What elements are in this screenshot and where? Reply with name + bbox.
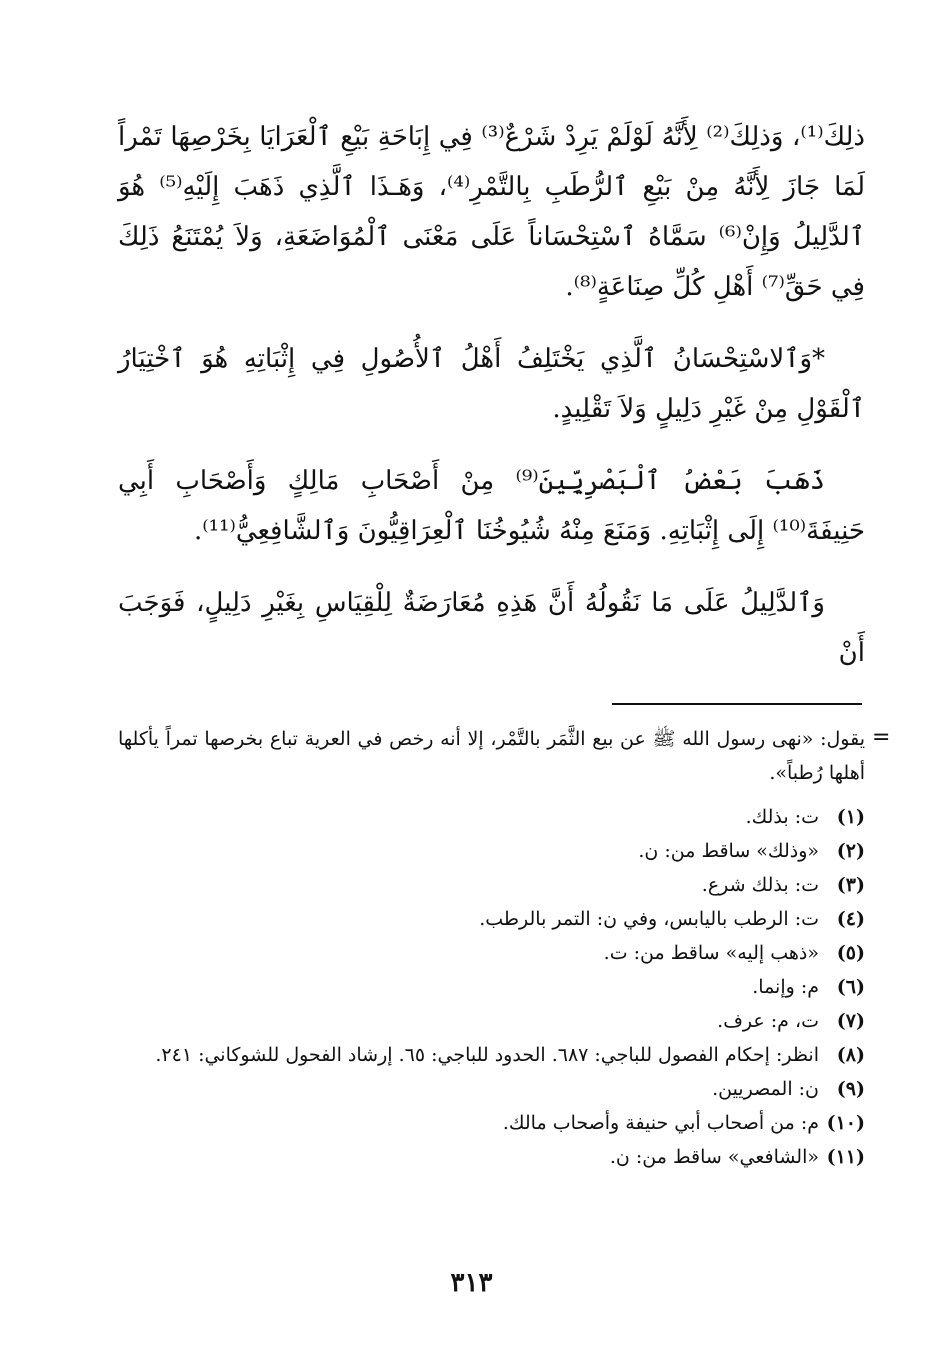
footnote [118, 1072, 865, 1106]
footnote-text: «وذلك» ساقط من: ن. [638, 840, 819, 862]
footnote-text: ت: بذلك. [745, 806, 819, 828]
footnote [118, 902, 865, 936]
footnote-number: (٢) [836, 840, 865, 862]
footnote-text: م: وإنما. [752, 976, 819, 998]
footnote-number: (١) [836, 806, 865, 828]
footnotes [118, 722, 865, 1174]
page-number: ٣١٣ [450, 1268, 493, 1298]
footnote-text: انظر: إحكام الفصول للباجي: ٦٨٧. الحدود للباجي: ٦٥. إرشاد الفحول للشوكاني: ٢٤١. [155, 1044, 819, 1066]
paragraph-3: ذَهَبَ بَعْضُ ٱلْبَصْرِيِّينَ⁽⁹⁾ مِنْ أَصْحَابِ مَالِكٍ وَأَصْحَابِ أَبِي حَنِيفَةَ⁽¹⁰⁾ إِلَى إِثْبَاتِهِ. وَمَنَعَ مِنْهُ شُيُوخُنَا ٱلْعِرَاقِيُّونَ وَٱلشَّافِعِيُّ⁽¹¹⁾. [118, 466, 865, 546]
footnote-separator [612, 703, 862, 705]
footnote [118, 800, 865, 834]
footnote [118, 1038, 865, 1072]
footnote-number: (٤) [836, 908, 865, 930]
footnote-text: ت: بذلك شرع. [701, 874, 819, 896]
footnote-number: (٩) [836, 1078, 865, 1100]
footnote-continuation: يقول: «نهى رسول الله ﷺ عن بيع الثَّمَر بالتَّمْر، إلا أنه رخص في العرية تباع بخرصها تمراً يأكلها أهلها رُطباً». [118, 728, 865, 784]
main-text [118, 112, 865, 700]
footnote [118, 936, 865, 970]
footnote [118, 1106, 865, 1140]
footnote-text: «الشافعي» ساقط من: ن. [609, 1146, 819, 1168]
footnote-text: ت: الرطب باليابس، وفي ن: التمر بالرطب. [479, 908, 819, 930]
footnote-number: (٥) [836, 942, 865, 964]
paragraph-4: وَٱلدَّلِيلُ عَلَى مَا نَقُولُهُ أَنَّ هَذِهِ مُعَارَضَةٌ لِلْقِيَاسِ بِغَيْرِ دَلِيلٍ، فَوَجَبَ أَنْ [118, 588, 865, 668]
footnote [118, 834, 865, 868]
footnote-number: (٦) [836, 976, 865, 998]
footnote-text: «ذهب إليه» ساقط من: ت. [603, 942, 819, 964]
footnote-text: ت، م: عرف. [717, 1010, 819, 1032]
footnote [118, 1140, 865, 1174]
paragraph-2: *وَٱلاسْتِحْسَانُ ٱلَّذِي يَخْتَلِفُ أَهْلُ ٱلأُصُولِ فِي إِثْبَاتِهِ هُوَ ٱخْتِيَارُ ٱلْقَوْلِ مِنْ غَيْرِ دَلِيلٍ وَلاَ تَقْلِيدٍ. [118, 344, 865, 424]
footnote-number: (٣) [836, 874, 865, 896]
paragraph-1: ذلِكَ⁽¹⁾، وَذلِكَ⁽²⁾ لِأَنَّهُ لَوْلَمْ يَرِدْ شَرْعٌ⁽³⁾ فِي إِبَاحَةِ بَيْعِ ٱلْعَرَايَا بِخَرْصِهَا تَمْراً لَمَا جَازَ لِأَنَّهُ مِنْ بَيْعِ ٱلرُّطَبِ بِالتَّمْرِ⁽⁴⁾، وَهَـذَا ٱلَّذِي ذَهَبَ إِلَيْهِ⁽⁵⁾ هُوَ ٱلدَّلِيلُ وَإِنْ⁽⁶⁾ سَمَّاهُ ٱسْتِحْسَاناً عَلَى مَعْنَى ٱلْمُوَاضَعَةِ، وَلاَ يُمْتَنَعُ ذَلِكَ فِي حَقِّ⁽⁷⁾ أَهْلِ كُلِّ صِنَاعَةٍ⁽⁸⁾. [118, 122, 866, 302]
footnote [118, 970, 865, 1004]
footnote [118, 1004, 865, 1038]
footnote [118, 868, 865, 902]
footnote-number: (٧) [836, 1010, 865, 1032]
footnote-number: (١١) [826, 1146, 865, 1168]
footnote-text: ن: المصريين. [712, 1078, 819, 1100]
footnote-text: م: من أصحاب أبي حنيفة وأصحاب مالك. [502, 1112, 819, 1134]
continuation-mark: = [872, 725, 891, 750]
footnote-number: (٨) [836, 1044, 865, 1066]
footnote-number: (١٠) [826, 1112, 865, 1134]
